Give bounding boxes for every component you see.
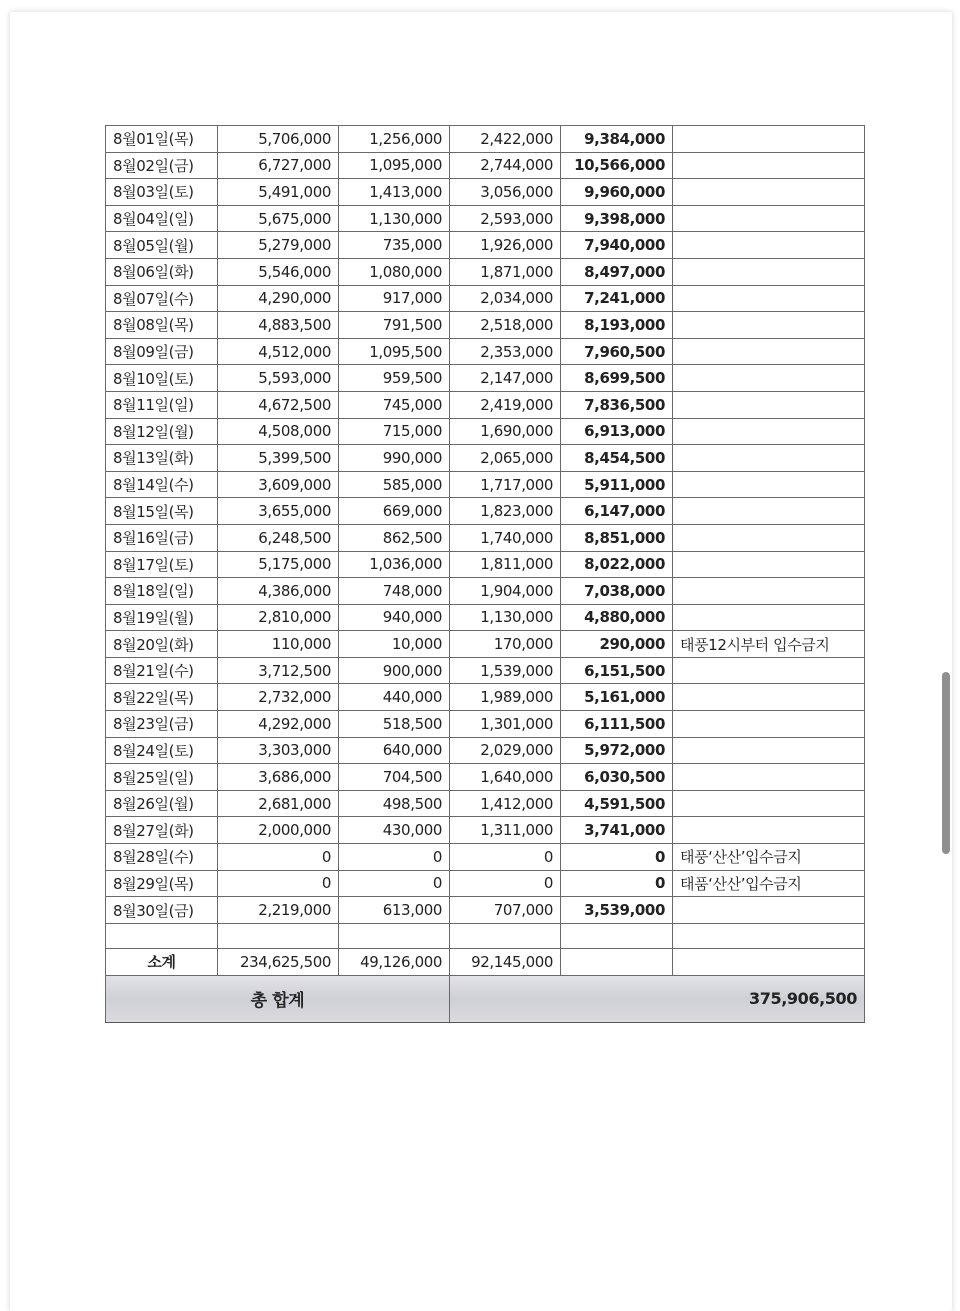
note-cell bbox=[673, 684, 865, 711]
daily-total-cell: 6,147,000 bbox=[561, 498, 673, 525]
daily-total-cell: 7,836,500 bbox=[561, 391, 673, 418]
col3-cell: 170,000 bbox=[450, 631, 561, 658]
table-row bbox=[106, 711, 865, 738]
col3-cell: 2,422,000 bbox=[450, 126, 561, 153]
col1-cell: 4,292,000 bbox=[218, 711, 339, 738]
daily-total-cell: 5,972,000 bbox=[561, 737, 673, 764]
date-cell: 8월22일(목) bbox=[106, 684, 218, 711]
table-row bbox=[106, 897, 865, 924]
col3-cell: 1,640,000 bbox=[450, 764, 561, 791]
note-cell bbox=[673, 551, 865, 578]
col1-cell: 2,732,000 bbox=[218, 684, 339, 711]
date-cell: 8월01일(목) bbox=[106, 126, 218, 153]
date-cell: 8월24일(토) bbox=[106, 737, 218, 764]
date-cell: 8월11일(일) bbox=[106, 391, 218, 418]
date-cell: 8월04일(일) bbox=[106, 205, 218, 232]
col3-cell: 1,690,000 bbox=[450, 418, 561, 445]
date-cell: 8월23일(금) bbox=[106, 711, 218, 738]
col1-cell: 0 bbox=[218, 870, 339, 897]
col2-cell: 745,000 bbox=[339, 391, 450, 418]
col2-cell: 585,000 bbox=[339, 471, 450, 498]
col3-cell: 707,000 bbox=[450, 897, 561, 924]
table-row bbox=[106, 737, 865, 764]
col2-cell: 0 bbox=[339, 870, 450, 897]
col1-cell: 3,686,000 bbox=[218, 764, 339, 791]
note-cell bbox=[673, 258, 865, 285]
daily-total-cell: 7,960,500 bbox=[561, 338, 673, 365]
subtotal-label: 소계 bbox=[106, 948, 218, 975]
daily-total-cell: 8,851,000 bbox=[561, 524, 673, 551]
col2-cell: 1,095,000 bbox=[339, 152, 450, 179]
note-cell bbox=[673, 737, 865, 764]
col3-cell: 1,301,000 bbox=[450, 711, 561, 738]
col3-cell: 1,811,000 bbox=[450, 551, 561, 578]
table-row bbox=[106, 232, 865, 259]
note-cell bbox=[673, 764, 865, 791]
date-cell: 8월09일(금) bbox=[106, 338, 218, 365]
date-cell: 8월02일(금) bbox=[106, 152, 218, 179]
daily-total-cell: 8,699,500 bbox=[561, 365, 673, 392]
daily-total-cell: 8,022,000 bbox=[561, 551, 673, 578]
date-cell: 8월07일(수) bbox=[106, 285, 218, 312]
note-cell bbox=[673, 524, 865, 551]
col1-cell: 4,883,500 bbox=[218, 312, 339, 339]
note-cell bbox=[673, 338, 865, 365]
table-row bbox=[106, 391, 865, 418]
col2-cell: 735,000 bbox=[339, 232, 450, 259]
subtotal-col2: 49,126,000 bbox=[339, 948, 450, 975]
note-cell bbox=[673, 232, 865, 259]
col3-cell: 2,029,000 bbox=[450, 737, 561, 764]
col2-cell: 1,413,000 bbox=[339, 179, 450, 206]
daily-total-cell: 8,193,000 bbox=[561, 312, 673, 339]
subtotal-col3: 92,145,000 bbox=[450, 948, 561, 975]
table-row bbox=[106, 365, 865, 392]
daily-total-cell: 9,960,000 bbox=[561, 179, 673, 206]
note-cell bbox=[673, 578, 865, 605]
col1-cell: 5,675,000 bbox=[218, 205, 339, 232]
col1-cell: 3,712,500 bbox=[218, 657, 339, 684]
daily-total-cell: 290,000 bbox=[561, 631, 673, 658]
col1-cell: 2,000,000 bbox=[218, 817, 339, 844]
col1-cell: 4,672,500 bbox=[218, 391, 339, 418]
note-cell bbox=[673, 657, 865, 684]
col3-cell: 0 bbox=[450, 870, 561, 897]
col1-cell: 6,248,500 bbox=[218, 524, 339, 551]
col1-cell: 2,681,000 bbox=[218, 790, 339, 817]
date-cell: 8월26일(월) bbox=[106, 790, 218, 817]
date-cell: 8월25일(일) bbox=[106, 764, 218, 791]
col2-cell: 498,500 bbox=[339, 790, 450, 817]
note-cell bbox=[673, 445, 865, 472]
col1-cell: 5,593,000 bbox=[218, 365, 339, 392]
note-cell: 태풍12시부터 입수금지 bbox=[673, 631, 865, 658]
col3-cell: 2,065,000 bbox=[450, 445, 561, 472]
col2-cell: 1,036,000 bbox=[339, 551, 450, 578]
date-cell: 8월28일(수) bbox=[106, 844, 218, 871]
col2-cell: 940,000 bbox=[339, 604, 450, 631]
table-row bbox=[106, 764, 865, 791]
note-cell bbox=[673, 604, 865, 631]
table-row bbox=[106, 285, 865, 312]
table-row bbox=[106, 258, 865, 285]
col2-cell: 959,500 bbox=[339, 365, 450, 392]
daily-total-cell: 3,539,000 bbox=[561, 897, 673, 924]
table-row bbox=[106, 604, 865, 631]
table-row bbox=[106, 179, 865, 206]
col1-cell: 5,491,000 bbox=[218, 179, 339, 206]
subtotal-empty-total bbox=[561, 948, 673, 975]
col3-cell: 2,419,000 bbox=[450, 391, 561, 418]
note-cell bbox=[673, 817, 865, 844]
col1-cell: 0 bbox=[218, 844, 339, 871]
table-row bbox=[106, 498, 865, 525]
note-cell bbox=[673, 498, 865, 525]
col3-cell: 1,823,000 bbox=[450, 498, 561, 525]
col3-cell: 2,518,000 bbox=[450, 312, 561, 339]
note-cell bbox=[673, 312, 865, 339]
date-cell: 8월17일(토) bbox=[106, 551, 218, 578]
daily-total-cell: 6,151,500 bbox=[561, 657, 673, 684]
date-cell: 8월10일(토) bbox=[106, 365, 218, 392]
table-row bbox=[106, 578, 865, 605]
col2-cell: 704,500 bbox=[339, 764, 450, 791]
col1-cell: 3,303,000 bbox=[218, 737, 339, 764]
note-cell bbox=[673, 711, 865, 738]
daily-total-cell: 7,940,000 bbox=[561, 232, 673, 259]
col2-cell: 990,000 bbox=[339, 445, 450, 472]
col2-cell: 791,500 bbox=[339, 312, 450, 339]
date-cell: 8월15일(목) bbox=[106, 498, 218, 525]
col3-cell: 1,130,000 bbox=[450, 604, 561, 631]
table-row bbox=[106, 471, 865, 498]
note-cell bbox=[673, 152, 865, 179]
date-cell: 8월14일(수) bbox=[106, 471, 218, 498]
daily-sales-table bbox=[105, 125, 865, 1023]
daily-total-cell: 6,111,500 bbox=[561, 711, 673, 738]
daily-total-cell: 0 bbox=[561, 844, 673, 871]
col3-cell: 0 bbox=[450, 844, 561, 871]
daily-total-cell: 0 bbox=[561, 870, 673, 897]
col1-cell: 5,706,000 bbox=[218, 126, 339, 153]
daily-total-cell: 4,591,500 bbox=[561, 790, 673, 817]
col3-cell: 2,593,000 bbox=[450, 205, 561, 232]
table-row bbox=[106, 870, 865, 897]
col2-cell: 640,000 bbox=[339, 737, 450, 764]
daily-total-cell: 8,497,000 bbox=[561, 258, 673, 285]
daily-total-cell: 6,030,500 bbox=[561, 764, 673, 791]
table-row bbox=[106, 657, 865, 684]
daily-total-cell: 7,241,000 bbox=[561, 285, 673, 312]
col3-cell: 1,989,000 bbox=[450, 684, 561, 711]
date-cell: 8월06일(화) bbox=[106, 258, 218, 285]
col1-cell: 4,512,000 bbox=[218, 338, 339, 365]
table-row bbox=[106, 126, 865, 153]
date-cell: 8월21일(수) bbox=[106, 657, 218, 684]
daily-total-cell: 7,038,000 bbox=[561, 578, 673, 605]
col3-cell: 2,147,000 bbox=[450, 365, 561, 392]
table-row bbox=[106, 817, 865, 844]
note-cell bbox=[673, 365, 865, 392]
col1-cell: 4,508,000 bbox=[218, 418, 339, 445]
note-cell bbox=[673, 471, 865, 498]
note-cell: 태풍‘산산’입수금지 bbox=[673, 844, 865, 871]
col3-cell: 1,871,000 bbox=[450, 258, 561, 285]
subtotal-col1: 234,625,500 bbox=[218, 948, 339, 975]
col3-cell: 3,056,000 bbox=[450, 179, 561, 206]
table-row bbox=[106, 684, 865, 711]
daily-total-cell: 4,880,000 bbox=[561, 604, 673, 631]
col2-cell: 669,000 bbox=[339, 498, 450, 525]
date-cell: 8월16일(금) bbox=[106, 524, 218, 551]
grand-total-row bbox=[106, 975, 865, 1022]
col2-cell: 440,000 bbox=[339, 684, 450, 711]
daily-total-cell: 5,161,000 bbox=[561, 684, 673, 711]
subtotal-row bbox=[106, 948, 865, 975]
table-row bbox=[106, 524, 865, 551]
col2-cell: 10,000 bbox=[339, 631, 450, 658]
col3-cell: 1,311,000 bbox=[450, 817, 561, 844]
col2-cell: 917,000 bbox=[339, 285, 450, 312]
col1-cell: 5,399,500 bbox=[218, 445, 339, 472]
date-cell: 8월27일(화) bbox=[106, 817, 218, 844]
col2-cell: 748,000 bbox=[339, 578, 450, 605]
col2-cell: 0 bbox=[339, 844, 450, 871]
col1-cell: 110,000 bbox=[218, 631, 339, 658]
col3-cell: 2,744,000 bbox=[450, 152, 561, 179]
col1-cell: 6,727,000 bbox=[218, 152, 339, 179]
note-cell bbox=[673, 790, 865, 817]
col3-cell: 1,412,000 bbox=[450, 790, 561, 817]
col2-cell: 430,000 bbox=[339, 817, 450, 844]
table-row bbox=[106, 205, 865, 232]
col2-cell: 900,000 bbox=[339, 657, 450, 684]
date-cell: 8월13일(화) bbox=[106, 445, 218, 472]
daily-total-cell: 9,384,000 bbox=[561, 126, 673, 153]
date-cell: 8월18일(일) bbox=[106, 578, 218, 605]
col1-cell: 3,655,000 bbox=[218, 498, 339, 525]
col1-cell: 2,810,000 bbox=[218, 604, 339, 631]
col1-cell: 5,279,000 bbox=[218, 232, 339, 259]
subtotal-empty-note bbox=[673, 948, 865, 975]
col2-cell: 862,500 bbox=[339, 524, 450, 551]
note-cell bbox=[673, 897, 865, 924]
table-row bbox=[106, 445, 865, 472]
col3-cell: 1,904,000 bbox=[450, 578, 561, 605]
col1-cell: 4,290,000 bbox=[218, 285, 339, 312]
col1-cell: 5,546,000 bbox=[218, 258, 339, 285]
date-cell: 8월12일(월) bbox=[106, 418, 218, 445]
col3-cell: 1,740,000 bbox=[450, 524, 561, 551]
table-row bbox=[106, 418, 865, 445]
scrollbar[interactable] bbox=[942, 672, 950, 854]
date-cell: 8월08일(목) bbox=[106, 312, 218, 339]
note-cell bbox=[673, 205, 865, 232]
col3-cell: 1,926,000 bbox=[450, 232, 561, 259]
daily-total-cell: 3,741,000 bbox=[561, 817, 673, 844]
daily-total-cell: 5,911,000 bbox=[561, 471, 673, 498]
col2-cell: 1,095,500 bbox=[339, 338, 450, 365]
date-cell: 8월05일(월) bbox=[106, 232, 218, 259]
col2-cell: 518,500 bbox=[339, 711, 450, 738]
col1-cell: 3,609,000 bbox=[218, 471, 339, 498]
grand-total-value: 375,906,500 bbox=[450, 975, 865, 1022]
table-row bbox=[106, 152, 865, 179]
col2-cell: 1,256,000 bbox=[339, 126, 450, 153]
col2-cell: 1,080,000 bbox=[339, 258, 450, 285]
col2-cell: 715,000 bbox=[339, 418, 450, 445]
col3-cell: 2,353,000 bbox=[450, 338, 561, 365]
table-body bbox=[106, 126, 865, 924]
col2-cell: 613,000 bbox=[339, 897, 450, 924]
table-row bbox=[106, 844, 865, 871]
date-cell: 8월30일(금) bbox=[106, 897, 218, 924]
table-row bbox=[106, 551, 865, 578]
col1-cell: 2,219,000 bbox=[218, 897, 339, 924]
col2-cell: 1,130,000 bbox=[339, 205, 450, 232]
table-row bbox=[106, 790, 865, 817]
daily-total-cell: 8,454,500 bbox=[561, 445, 673, 472]
note-cell bbox=[673, 179, 865, 206]
daily-total-cell: 9,398,000 bbox=[561, 205, 673, 232]
note-cell: 태품‘산산’입수금지 bbox=[673, 870, 865, 897]
grand-total-label: 총 합계 bbox=[106, 975, 450, 1022]
table-row bbox=[106, 338, 865, 365]
table-row bbox=[106, 312, 865, 339]
date-cell: 8월19일(월) bbox=[106, 604, 218, 631]
note-cell bbox=[673, 391, 865, 418]
date-cell: 8월29일(목) bbox=[106, 870, 218, 897]
col3-cell: 1,717,000 bbox=[450, 471, 561, 498]
blank-row bbox=[106, 923, 865, 948]
date-cell: 8월20일(화) bbox=[106, 631, 218, 658]
col3-cell: 2,034,000 bbox=[450, 285, 561, 312]
note-cell bbox=[673, 418, 865, 445]
col1-cell: 5,175,000 bbox=[218, 551, 339, 578]
daily-total-cell: 6,913,000 bbox=[561, 418, 673, 445]
col3-cell: 1,539,000 bbox=[450, 657, 561, 684]
note-cell bbox=[673, 126, 865, 153]
table-row bbox=[106, 631, 865, 658]
note-cell bbox=[673, 285, 865, 312]
date-cell: 8월03일(토) bbox=[106, 179, 218, 206]
daily-total-cell: 10,566,000 bbox=[561, 152, 673, 179]
col1-cell: 4,386,000 bbox=[218, 578, 339, 605]
